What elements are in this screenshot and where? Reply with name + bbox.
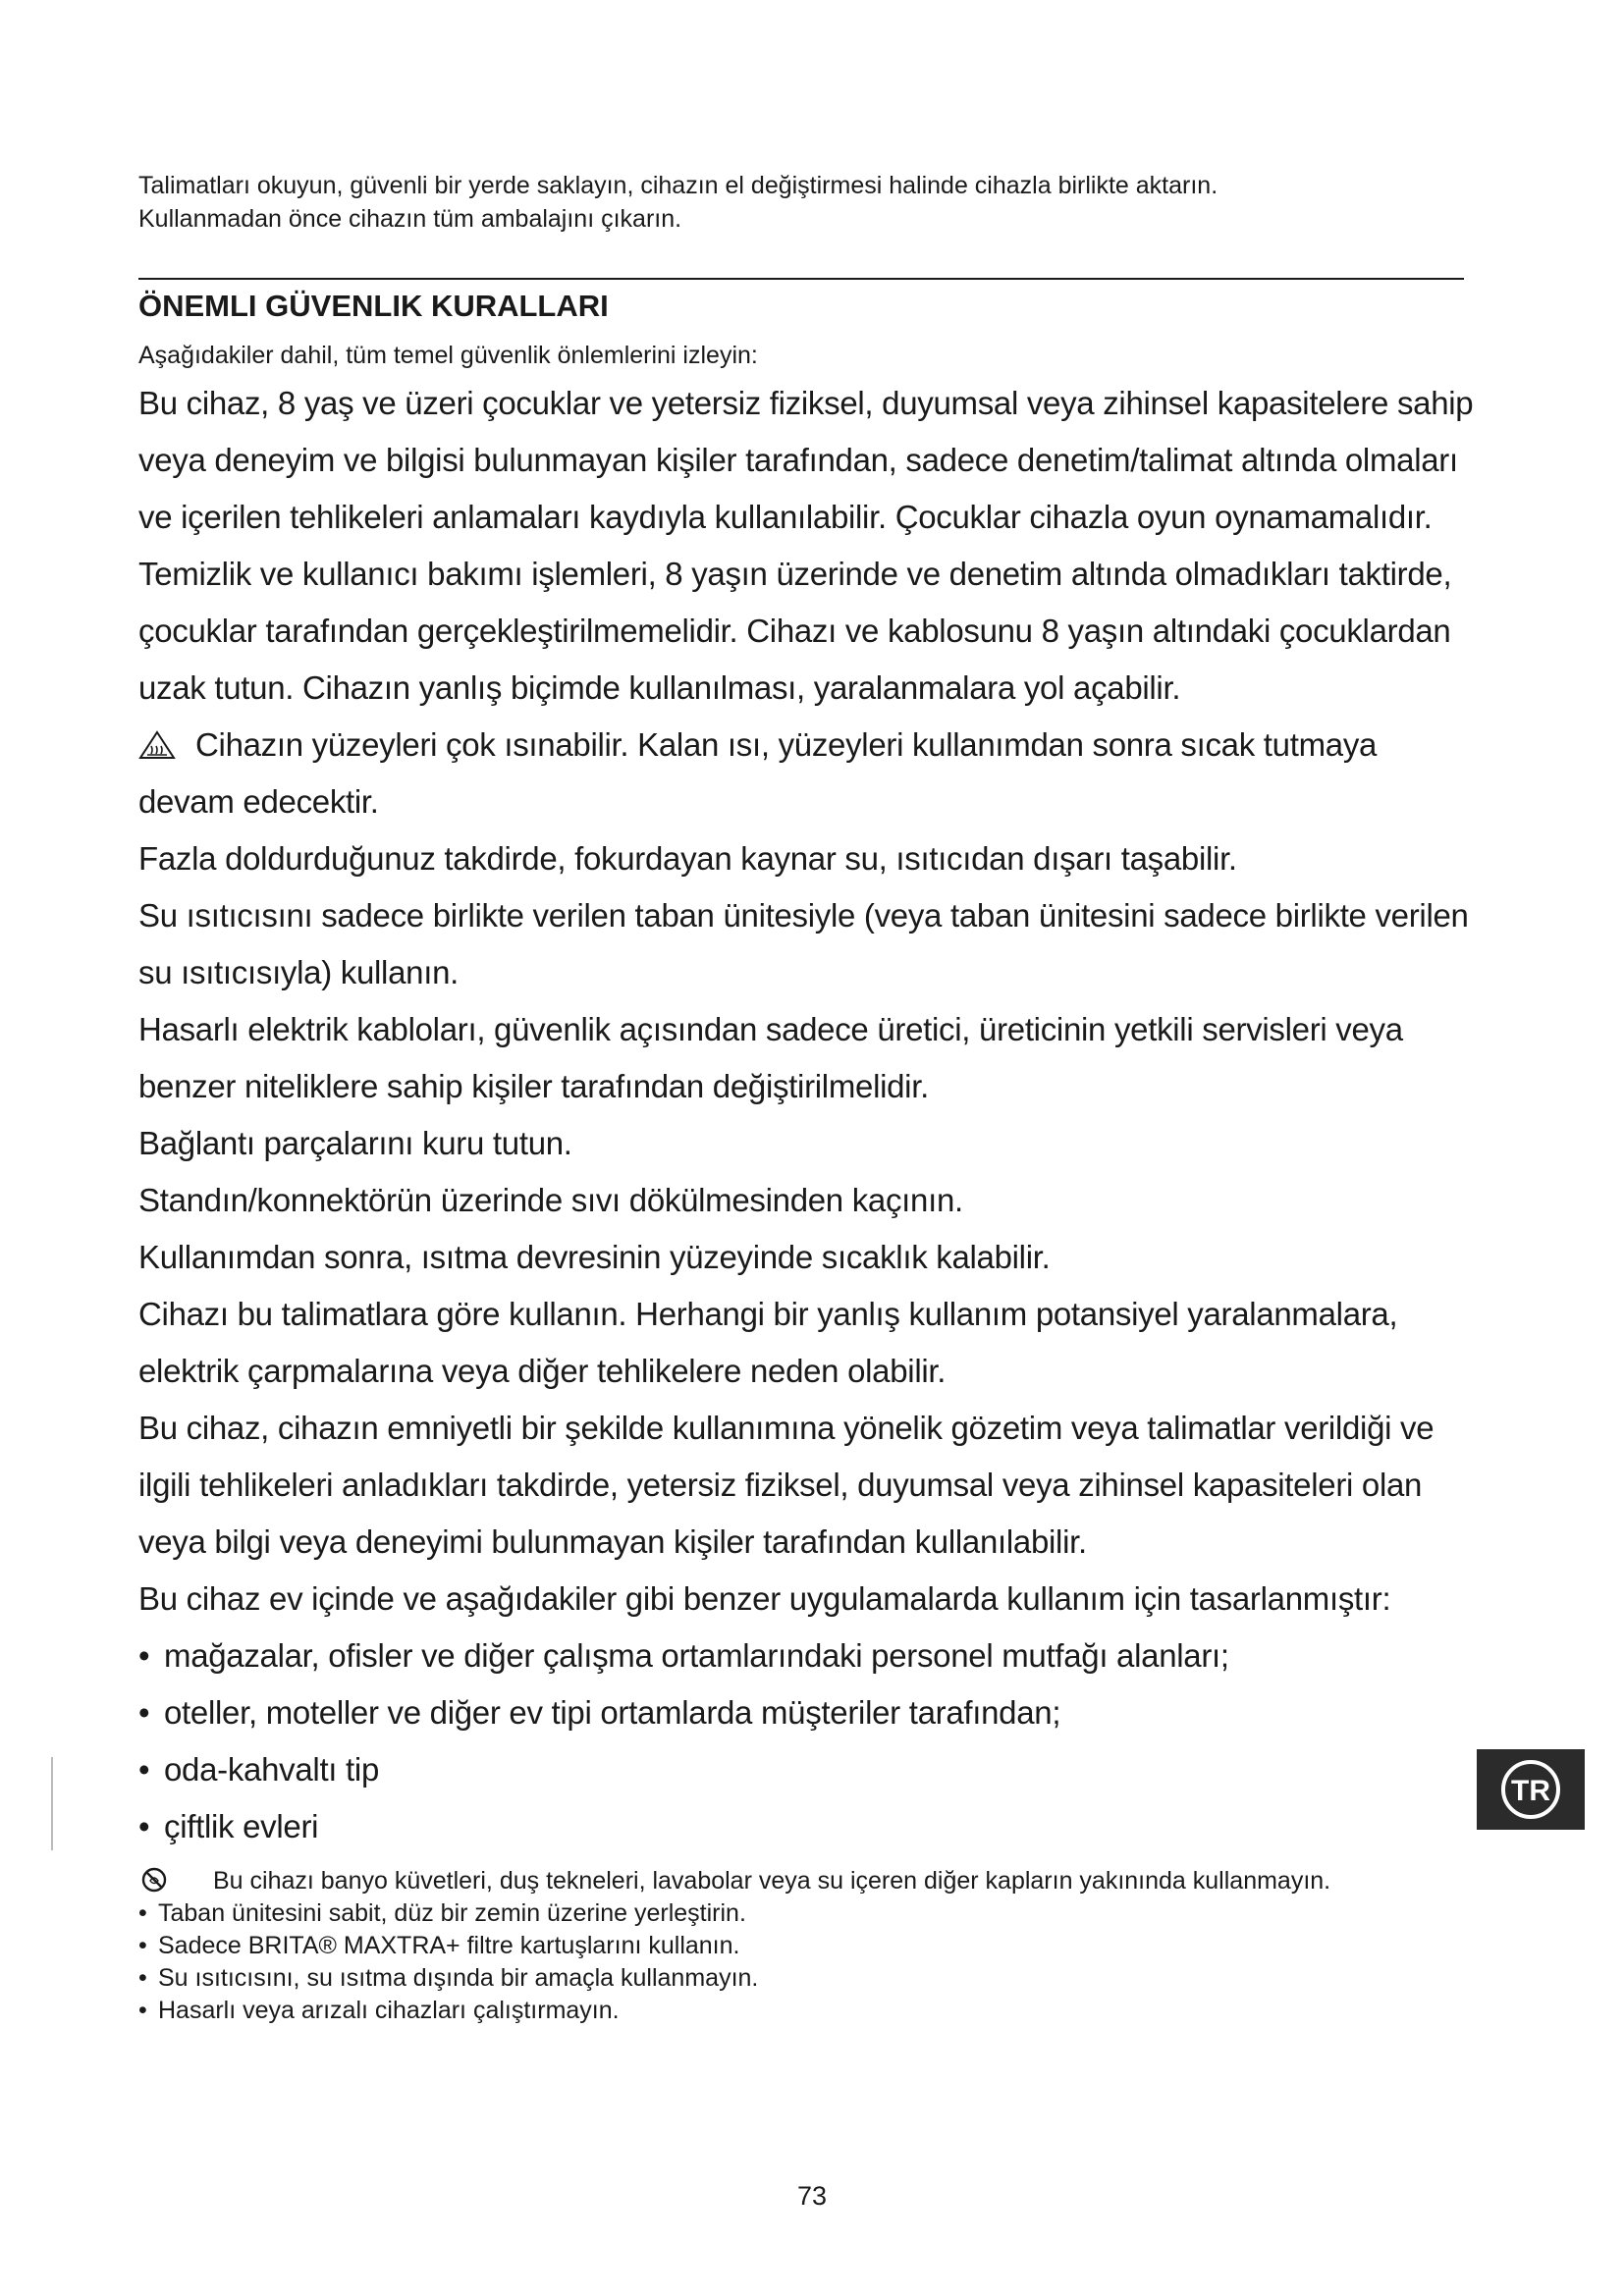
rule-paragraph: Bu cihaz, 8 yaş ve üzeri çocuklar ve yetersiz fiziksel, duyumsal veya zihinsel kapasitelere sahip veya deneyim ve bilgisi bulunmayan kişiler tarafından, sadece denetim/talimat altında olmaları ve içerilen tehlikeleri anlamaları kaydıyla kullanılabilir. Çocuklar cihazla oyun oynamamalıdır. Temizlik ve kullanıcı bakımı işlemleri, 8 yaşın üzerinde ve denetim altında olmadıkları taktirde, çocuklar tarafından gerçekleştirilmemelidir. Cihazı ve kablosunu 8 yaşın altındaki çocuklardan uzak tutun. Cihazın yanlış biçimde kullanılması, yaralanmalara yol açabilir. — [138, 385, 1474, 706]
language-badge-label: TR — [1511, 1775, 1550, 1807]
rule-paragraph: Bu cihaz, cihazın emniyetli bir şekilde kullanımına yönelik gözetim veya talimatlar verildiği ve ilgili tehlikeleri anladıkları takdirde, yetersiz fiziksel, duyumsal veya zihinsel kapasiteleri olan veya bilgi veya deneyimi bulunmayan kişiler tarafından kullanılabilir. — [138, 1410, 1435, 1560]
rule-paragraph: Fazla doldurduğunuz takdirde, fokurdayan kaynar su, ısıtıcıdan dışarı taşabilir. — [138, 840, 1237, 877]
prohibited-note-text: Bu cihazı banyo küvetleri, duş tekneleri, lavabolar veya su içeren diğer kapların yakınında kullanmayın. — [213, 1867, 1331, 1895]
use-list-item: • oda-kahvaltı tip — [138, 1741, 1474, 1798]
language-badge — [1477, 1749, 1585, 1830]
intro-line-2: Kullanmadan önce cihazın tüm ambalajını çıkarın. — [138, 205, 682, 233]
rule-paragraph: Bu cihaz ev içinde ve aşağıdakiler gibi benzer uygulamalarda kullanım için tasarlanmıştır: — [138, 1580, 1391, 1617]
hot-surface-warning-icon — [138, 730, 176, 760]
page-number: 73 — [796, 2181, 828, 2211]
rule-paragraph: Bağlantı parçalarını kuru tutun. — [138, 1125, 572, 1161]
margin-line — [51, 1757, 53, 1850]
hot-surface-text: Cihazın yüzeyleri çok ısınabilir. Kalan ısı, yüzeyleri kullanımdan sonra sıcak tutmaya devam edecektir. — [138, 726, 1378, 820]
additional-notes — [138, 1865, 1513, 2027]
language-badge-circle — [1477, 1749, 1585, 1830]
rule-paragraph: Hasarlı elektrik kabloları, güvenlik açısından sadece üretici, üreticinin yetkili servisleri veya benzer niteliklere sahip kişiler tarafından değiştirilmelidir. — [138, 1011, 1403, 1104]
note-list-item: • Sadece BRITA® MAXTRA+ filtre kartuşlarını kullanın. — [138, 1930, 1513, 1962]
rule-paragraph: Su ısıtıcısını sadece birlikte verilen taban ünitesiyle (veya taban ünitesini sadece birlikte verilen su ısıtıcısıyla) kullanın. — [138, 897, 1469, 990]
section-divider — [138, 278, 1464, 280]
use-list-item: • oteller, moteller ve diğer ev tipi ortamlarda müşteriler tarafından; — [138, 1684, 1474, 1741]
note-list-item: • Su ısıtıcısını, su ısıtma dışında bir amaçla kullanmayın. — [138, 1962, 1513, 1995]
note-list-item: • Hasarlı veya arızalı cihazları çalıştırmayın. — [138, 1995, 1513, 2027]
intro-line-1: Talimatları okuyun, güvenli bir yerde saklayın, cihazın el değiştirmesi halinde cihazla birlikte aktarın. — [138, 172, 1218, 199]
note-list-item: • Taban ünitesini sabit, düz bir zemin üzerine yerleştirin. — [138, 1897, 1513, 1930]
prohibited-note — [138, 1865, 1513, 1897]
rule-paragraph: Standın/konnektörün üzerinde sıvı dökülmesinden kaçının. — [138, 1182, 963, 1218]
rule-paragraph: Cihazı bu talimatlara göre kullanın. Herhangi bir yanlış kullanım potansiyel yaralanmalara, elektrik çarpmalarına veya diğer tehlikelere neden olabilir. — [138, 1296, 1398, 1389]
rule-paragraph: Kullanımdan sonra, ısıtma devresinin yüzeyinde sıcaklık kalabilir. — [138, 1239, 1051, 1275]
section-heading: ÖNEMLI GÜVENLIK KURALLARI — [138, 289, 609, 323]
safety-rules — [138, 375, 1474, 1855]
use-list-item: • mağazalar, ofisler ve diğer çalışma ortamlarındaki personel mutfağı alanları; — [138, 1628, 1474, 1684]
intro-block — [138, 169, 1464, 236]
use-list-item: • çiftlik evleri — [138, 1798, 1474, 1855]
rule-paragraph-hot-surface — [138, 717, 1474, 830]
prohibited-water-icon — [140, 1866, 168, 1894]
section-subheading: Aşağıdakiler dahil, tüm temel güvenlik önlemlerini izleyin: — [138, 342, 758, 369]
